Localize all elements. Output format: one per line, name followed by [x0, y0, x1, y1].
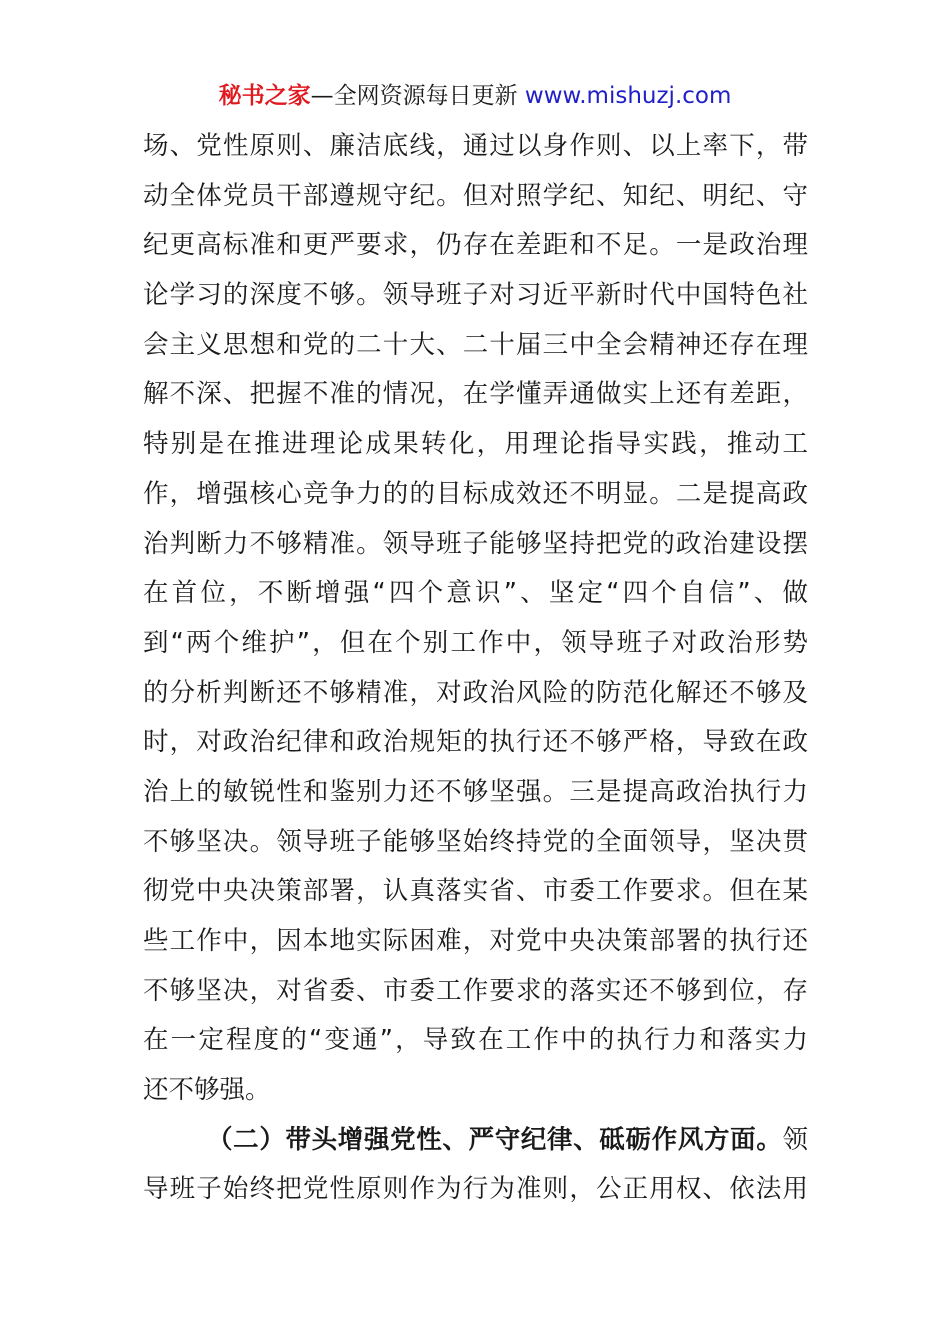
text-line: 的分析判断还不够精准，对政治风险的防范化解还不够及 [143, 677, 808, 708]
text-line: 些工作中，因本地实际困难，对党中央决策部署的执行还 [143, 926, 808, 956]
text-line: 彻党中央决策部署，认真落实省、市委工作要求。但在某 [143, 876, 808, 907]
section-heading: （二）带头增强党性、严守纪律、砥砺作风方面。 [207, 1124, 783, 1155]
text-line: 时，对政治纪律和政治规矩的执行还不够严格，导致在政 [143, 727, 808, 758]
text-line: 解不深、把握不准的情况，在学懂弄通做实上还有差距， [143, 379, 808, 410]
text-line: 在一定程度的“变通”，导致在工作中的执行力和落实力 [143, 1025, 808, 1056]
text-line: 不够坚决。领导班子能够坚始终持党的全面领导，坚决贯 [143, 826, 808, 857]
text-run: 领 [782, 1124, 808, 1155]
site-url-link[interactable]: www.mishuzj.com [524, 83, 732, 109]
text-line: 场、党性原则、廉洁底线，通过以身作则、以上率下，带 [143, 131, 808, 161]
text-line: 纪更高标准和更严要求，仍存在差距和不足。一是政治理 [143, 230, 808, 261]
text-line: 导班子始终把党性原则作为行为准则，公正用权、依法用 [143, 1174, 808, 1205]
document-body [143, 122, 808, 1215]
text-line: 到“两个维护”，但在个别工作中，领导班子对政治形势 [143, 627, 808, 658]
page-header [0, 80, 950, 112]
text-line: 不够坚决，对省委、市委工作要求的落实还不够到位，存 [143, 975, 808, 1006]
text-line: 会主义思想和党的二十大、二十届三中全会精神还存在理 [143, 329, 808, 360]
site-brand: 秘书之家 [218, 83, 311, 109]
text-line: 在首位，不断增强“四个意识”、坚定“四个自信”、做 [143, 578, 808, 609]
text-line: 治上的敏锐性和鉴别力还不够坚强。三是提高政治执行力 [143, 776, 808, 807]
text-line: 作，增强核心竞争力的的目标成效还不明显。二是提高政 [143, 478, 808, 509]
section-heading-line [143, 1116, 808, 1166]
text-line: 治判断力不够精准。领导班子能够坚持把党的政治建设摆 [143, 528, 808, 559]
site-tagline: —全网资源每日更新 [310, 83, 518, 109]
text-line-last: 还不够强。 [143, 1075, 271, 1106]
text-line: 动全体党员干部遵规守纪。但对照学纪、知纪、明纪、守 [143, 180, 808, 211]
text-line: 特别是在推进理论成果转化，用理论指导实践，推动工 [143, 429, 808, 460]
text-line: 论学习的深度不够。领导班子对习近平新时代中国特色社 [143, 280, 808, 311]
